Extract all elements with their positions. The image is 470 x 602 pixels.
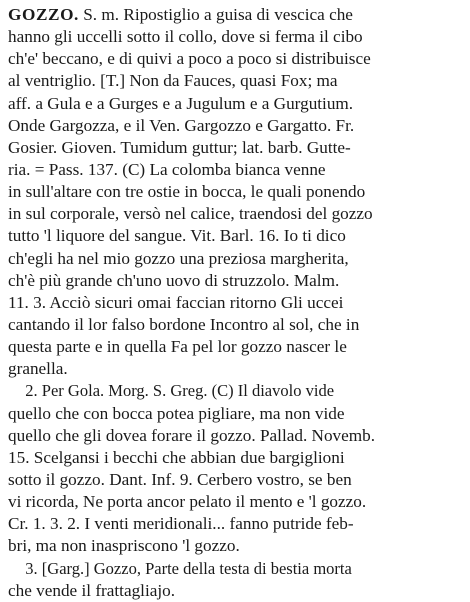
entry-line-5: aff. a Gula e a Gurges e a Jugulum e a Gurgutium. <box>8 93 354 113</box>
entry-line-9: in sull'altare con tre ostie in bocca, le quali ponendo <box>8 182 366 202</box>
entry-line-26: 3. [Garg.] Gozzo, Parte della testa di bestia morta <box>25 558 352 578</box>
entry-line-7: Gosier. Gioven. Tumidum guttur; lat. barb. Gutte- <box>8 137 351 157</box>
entry-line-23: vi ricorda, Ne porta ancor pelato il mento e 'l gozzo. <box>8 492 367 512</box>
entry-line-24: Cr. 1. 3. 2. I venti meridionali... fanno putride feb- <box>8 514 354 534</box>
entry-line-3: ch'e' beccano, e di quivi a poco a poco si distribuisce <box>8 49 371 69</box>
entry-line-16: questa parte e in quella Fa pel lor gozzo nascer le <box>8 337 347 357</box>
entry-line-27: che vende il frattagliajo. <box>8 580 176 600</box>
entry-line-21: 15. Scelgansi i becchi che abbian due bargiglioni <box>8 447 345 467</box>
entry-line-2: hanno gli uccelli sotto il collo, dove si ferma il cibo <box>8 27 363 47</box>
entry-line-15: cantando il lor falso bordone Incontro al sol, che in <box>8 314 360 334</box>
entry-line-12: ch'egli ha nel mio gozzo una preziosa margherita, <box>8 248 349 268</box>
entry-line-18: 2. Per Gola. Morg. S. Greg. (C) Il diavolo vide <box>25 381 335 401</box>
entry-line-19: quello che con bocca potea pigliare, ma non vide <box>8 403 345 423</box>
entry-line-8: ria. = Pass. 137. (C) La colomba bianca venne <box>8 159 326 179</box>
entry-line-11: tutto 'l liquore del sangue. Vit. Barl. 16. Io ti dico <box>8 226 346 246</box>
entry-line-6: Onde Gargozza, e il Ven. Gargozzo e Gargatto. Fr. <box>8 115 355 135</box>
entry-line-14: 11. 3. Acciò sicuri omai faccian ritorno Gli uccei <box>8 292 344 312</box>
entry-line-10: in sul corporale, versò nel calice, traendosi del gozzo <box>8 204 373 224</box>
entry-line-22: sotto il gozzo. Dant. Inf. 9. Cerbero vostro, se ben <box>8 469 352 489</box>
headword: GOZZO. <box>8 5 79 24</box>
entry-line-1-text: S. m. Ripostiglio a guisa di vescica che <box>78 5 353 24</box>
entry-line-20: quello che gli dovea forare il gozzo. Pallad. Novemb. <box>8 425 376 445</box>
entry-line-4: al ventriglio. [T.] Non da Fauces, quasi Fox; ma <box>8 71 338 91</box>
entry-line-25: bri, ma non inaspriscono 'l gozzo. <box>8 536 240 556</box>
entry-line-13: ch'è più grande ch'uno uovo di struzzolo. Malm. <box>8 270 340 290</box>
entry-line-17: granella. <box>8 359 68 379</box>
entry-line-1 <box>8 4 464 26</box>
